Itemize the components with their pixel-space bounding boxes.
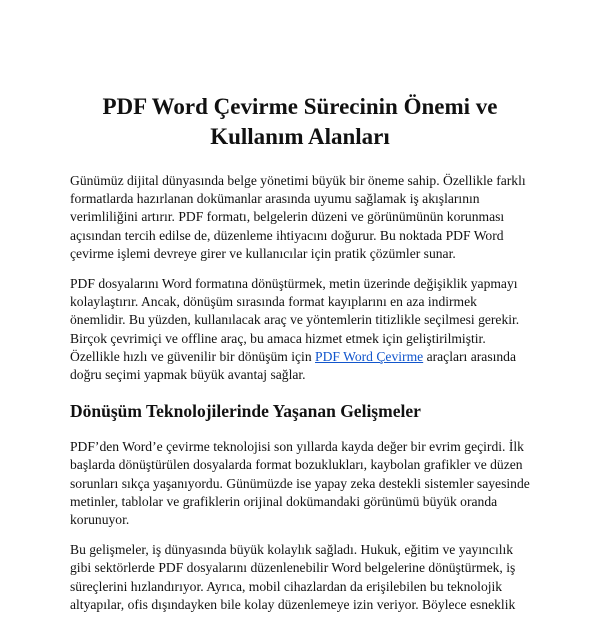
business-paragraph: Bu gelişmeler, iş dünyasında büyük kolaylık sağladı. Hukuk, eğitim ve yayıncılık gibi sektörlerde PDF dosyalarını düzenlenebilir Word belgelerine dönüştürmek, iş süreçlerini hızlandırıyor. Ayrıca, mobil cihazlardan da erişilebilen bu teknolojik altyapılar, ofis dışındayken bile kolay düzenlemeye izin veriyor. Böylece esneklik	[70, 542, 516, 612]
document-page	[70, 92, 530, 626]
intro-paragraph: Günümüz dijital dünyasında belge yönetimi büyük bir öneme sahip. Özellikle farklı formatlarda hazırlanan dokümanlar arasında uyumu sağlamak iş akışlarının verimliliğini artırır. PDF formatı, belgelerin düzeni ve görünümünün korunması açısından tercih edilse de, düzenleme ihtiyacını doğurur. Bu noktada PDF Word çevirme işlemi devreye girer ve kullanıcılar için pratik çözümler sunar.	[70, 173, 526, 261]
section-heading: Dönüşüm Teknolojilerinde Yaşanan Gelişmeler	[70, 401, 421, 422]
page-title: PDF Word Çevirme Sürecinin Önemi ve Kullanım Alanları	[102, 94, 498, 149]
conversion-paragraph	[70, 275, 530, 384]
pdf-word-cevirme-link[interactable]: PDF Word Çevirme	[315, 348, 424, 364]
conversion-paragraph-text: PDF dosyalarını Word formatına dönüştürmek, metin üzerinde değişiklik yapmayı kolaylaştırır. Ancak, dönüşüm sırasında format kayıplarını en aza indirmek önemlidir. Bu yüzden, kullanılacak araç ve yöntemlerin titizlikle seçilmesi gerekir. Birçok çevrimiçi ve offline araç, bu amaca hizmet etmek için geliştirilmiştir. Özellikle hızlı ve güvenilir bir dönüşüm için	[70, 276, 520, 364]
technology-paragraph: PDF’den Word’e çevirme teknolojisi son yıllarda kayda değer bir evrim geçirdi. İlk başlarda dönüştürülen dosyalarda format bozuklukları, kaybolan grafikler ve düzen sorunları sıkça yaşanıyordu. Günümüzde ise yapay zeka destekli sistemler sayesinde metinler, tablolar ve grafiklerin orijinal dokümandaki görünümü büyük oranda korunuyor.	[70, 439, 530, 528]
conversion-paragraph-text-end: araçları arasında doğru seçimi yapmak büyük avantaj sağlar.	[70, 348, 517, 383]
